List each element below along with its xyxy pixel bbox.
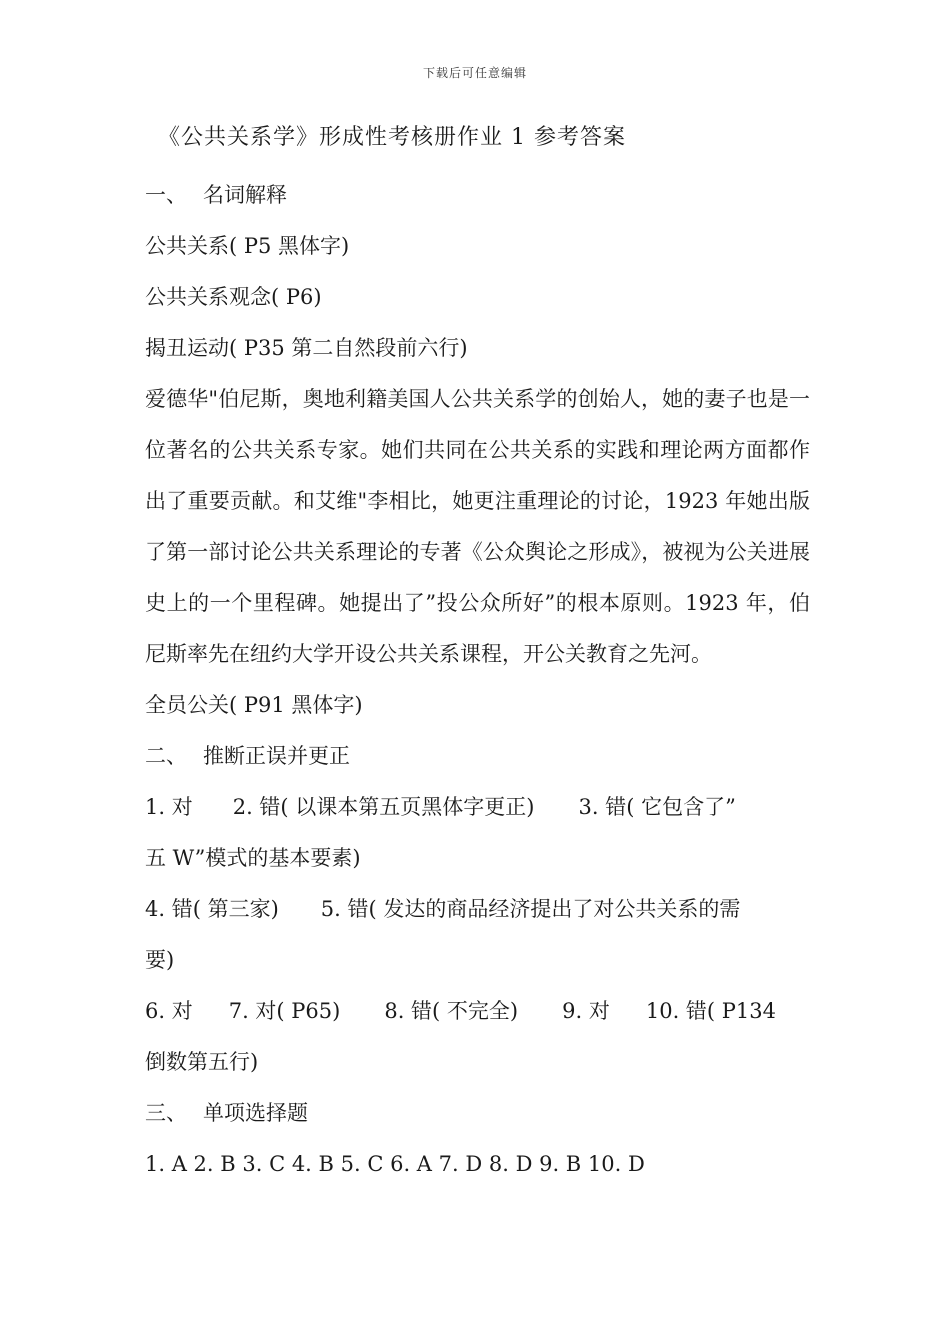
answer-row: [145, 782, 810, 833]
section-1-heading: [145, 170, 810, 221]
section-3-number: 三、: [145, 1101, 187, 1125]
term-item: 全员公关( P91 黑体字): [145, 693, 363, 717]
header-note: 下载后可任意编辑: [422, 66, 527, 80]
document-title: 《公共关系学》形成性考核册作业 1 参考答案: [158, 125, 626, 150]
section-1-number: 一、: [145, 183, 187, 207]
answer-item: 10. 错( P134: [645, 999, 776, 1023]
section-1-title: 名词解释: [203, 183, 287, 207]
bernays-paragraph: 爱德华"伯尼斯，奥地利籍美国人公共关系学的创始人，她的妻子也是一位著名的公共关系专家。她们共同在公共关系的实践和理论两方面都作出了重要贡献。和艾维"李相比，她更注重理论的讨论，1923 年她出版了第一部讨论公共关系理论的专著《公众舆论之形成》，被视为公关进展史上的一个里程碑。她提出了”投公众所好”的根本原则。1923 年，伯尼斯率先在纽约大学开设公共关系课程，开公关教育之先河。: [145, 387, 810, 666]
answer-item: 5. 错( 发达的商品经济提出了对公共关系的需: [320, 897, 741, 921]
section-2-number: 二、: [145, 744, 187, 768]
answer-item: 4. 错( 第三家): [145, 897, 279, 921]
section-3-title: 单项选择题: [203, 1101, 308, 1125]
answer-row: [145, 884, 810, 935]
answer-continuation: 五 W”模式的基本要素): [145, 846, 361, 870]
term-item: 公共关系观念( P6): [145, 285, 322, 309]
term-item: 揭丑运动( P35 第二自然段前六行): [145, 336, 468, 360]
answer-item: 7. 对( P65): [228, 999, 341, 1023]
answer-item: 1. 对: [145, 795, 193, 819]
term-item: 公共关系( P5 黑体字): [145, 234, 350, 258]
answer-item: 8. 错( 不完全): [384, 999, 519, 1023]
answer-item: 3. 错( 它包含了”: [578, 795, 736, 819]
answer-item: 9. 对: [562, 999, 610, 1023]
section-3-heading: [145, 1088, 810, 1139]
answer-continuation: 倒数第五行): [145, 1050, 259, 1074]
section-2-title: 推断正误并更正: [203, 744, 350, 768]
answer-continuation: 要): [145, 948, 175, 972]
choice-answers: 1. A 2. B 3. C 4. B 5. C 6. A 7. D 8. D 9. B 10. D: [145, 1152, 645, 1176]
answer-item: 6. 对: [145, 999, 193, 1023]
document-body: [145, 170, 810, 1190]
answer-item: 2. 错( 以课本第五页黑体字更正): [232, 795, 535, 819]
answer-row: [145, 986, 810, 1037]
section-2-heading: [145, 731, 810, 782]
